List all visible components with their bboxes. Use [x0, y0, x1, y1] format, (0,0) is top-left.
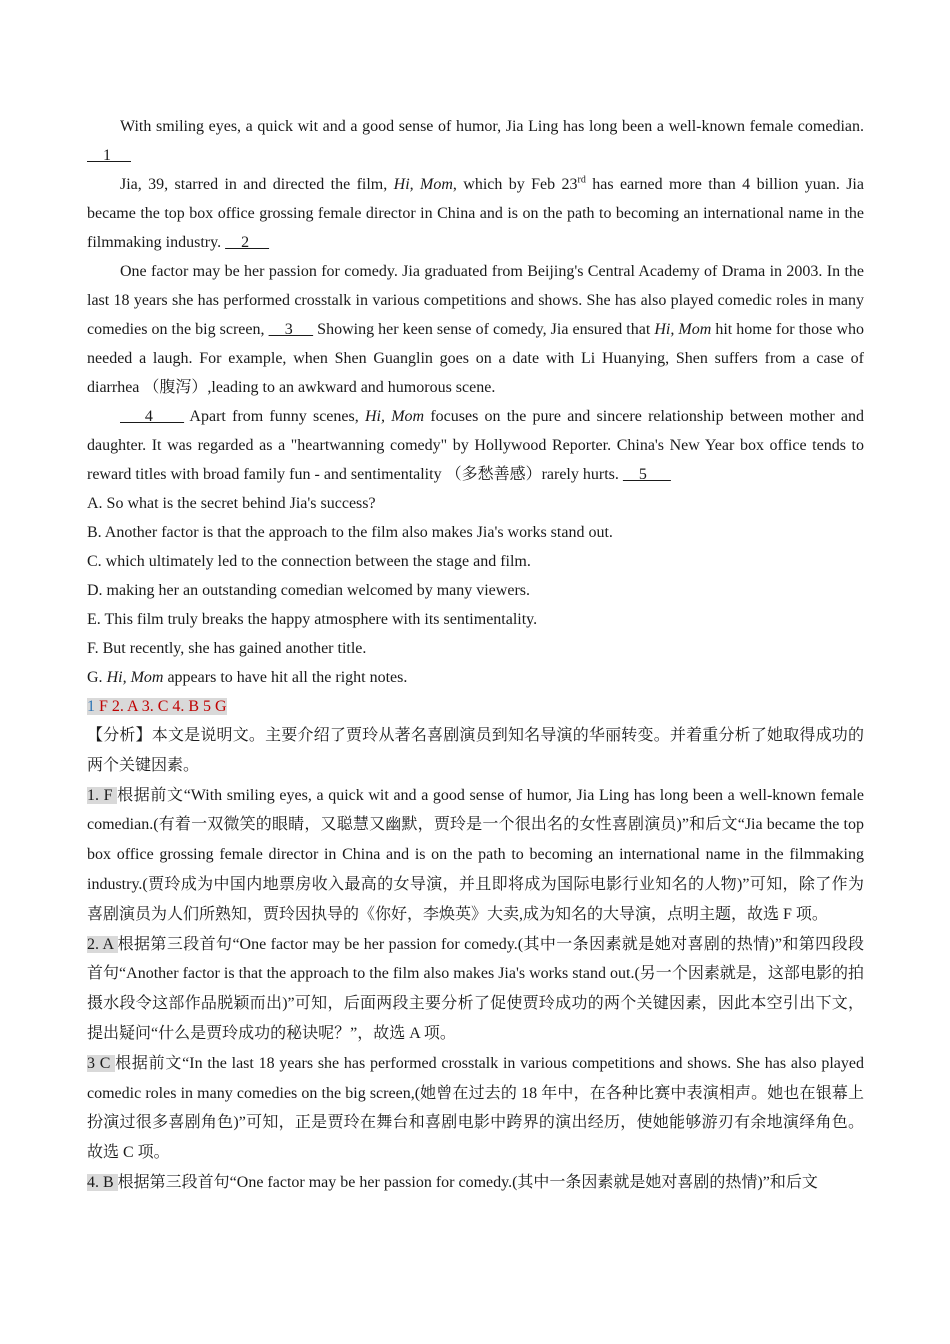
- option-d: D. making her an outstanding comedian welcomed by many viewers.: [87, 582, 530, 599]
- option-c: C. which ultimately led to the connection between the stage and film.: [87, 553, 531, 570]
- analysis-intro: 【分析】本文是说明文。主要介绍了贾玲从著名喜剧演员到知名导演的华丽转变。并着重分析了她取得成功的两个关键因素。: [87, 727, 864, 774]
- explanation-text: 根据第三段首句“One factor may be her passion for comedy.(其中一条因素就是她对喜剧的热情)”和第四段段首句“Another factor is that the approach to the film also makes Jia's works stand out.(另一个因素就是，这部电影的拍摄水段令这部作品脱颖而出)”可知，后面两段主要分析了促使贾玲成功的两个关键因素，因此本空引出下文，提出疑问“什么是贾玲成功的秘诀呢？”，故选 A 项。: [87, 935, 864, 1042]
- film-title: Hi, Mom: [106, 669, 164, 686]
- paragraph-text: has earned more than 4 billion yuan. Jia became the top box office grossing female director in China and is on the path to becoming an international name in the filmmaking industry.: [87, 176, 864, 251]
- explanation-1: [87, 781, 864, 930]
- question-tag: 2. A: [87, 935, 118, 953]
- blank-1: 1: [87, 147, 131, 164]
- option-a: A. So what is the secret behind Jia's success?: [87, 495, 376, 512]
- paragraph-text: focuses on the pure and sincere relationship between mother and daughter. It was regarded as a "heartwanning comedy" by Hollywood Reporter. China's New Year box office tends to reward titles with broad family fun - and sentimentality （多愁善感）rarely hurts.: [87, 408, 865, 483]
- paragraph-text: , which by Feb 23: [452, 176, 578, 193]
- paragraph-text: With smiling eyes, a quick wit and a good sense of humor, Jia Ling has long been a well-known female comedian.: [120, 118, 864, 135]
- date-suffix: rd: [577, 174, 586, 186]
- paragraph-text: Apart from funny scenes,: [184, 408, 365, 425]
- film-title: Hi, Mom: [393, 176, 453, 193]
- paragraph-text: Jia, 39, starred in and directed the film,: [120, 176, 394, 193]
- film-title: Hi, Mom: [364, 408, 425, 425]
- paragraph-text: hit home for those who needed a laugh. For example, when Shen Guanglin goes on a date with Li Huanying, Shen suffers from a case of diarrhea （腹泻）,leading to an awkward and humorous scene.: [87, 321, 865, 396]
- blank-5: 5: [622, 466, 671, 483]
- answer-number: 1: [87, 698, 95, 715]
- blank-2: 2: [225, 234, 270, 251]
- paragraph-text: One factor may be her passion for comedy. Jia graduated from Beijing's Central Academy of Drama in 2003. In the last 18 years she has performed crosstalk in various competitions and shows. She has also played comedic roles in many comedies on the big screen,: [87, 263, 864, 338]
- explanation-4: [87, 1168, 864, 1198]
- explanation-text: 根据前文“With smiling eyes, a quick wit and a good sense of humor, Jia Ling has long been a well-known female comedian.(有着一双微笑的眼睛，又聪慧又幽默，贾玲是一个很出名的女性喜剧演员)”和后文“Jia became the top box office grossing female director in China and is on the path to becoming an international name in the filmmaking industry.(贾玲成为中国内地票房收入最高的女导演，并且即将成为国际电影行业知名的人物)”可知，除了作为喜剧演员为人们所熟知，贾玲因执导的《你好，李焕英》大卖,成为知名的大导演，点明主题，故选 F 项。: [87, 786, 864, 923]
- blank-3: 3: [268, 321, 314, 338]
- blank-4: 4: [120, 408, 185, 425]
- option-g: [87, 663, 864, 692]
- explanation-3: [87, 1049, 864, 1168]
- passage-paragraph-4: [87, 402, 864, 489]
- answer-values: F 2. A 3. C 4. B 5 G: [95, 698, 227, 715]
- document-content: [87, 112, 864, 1198]
- question-tag: 4. B: [87, 1173, 118, 1191]
- option-f: F. But recently, she has gained another title.: [87, 640, 367, 657]
- option-b: B. Another factor is that the approach to the film also makes Jia's works stand out.: [87, 524, 613, 541]
- explanation-text: 根据第三段首句“One factor may be her passion for comedy.(其中一条因素就是她对喜剧的热情)”和后文: [117, 1173, 818, 1191]
- explanation-text: 根据前文“In the last 18 years she has performed crosstalk in various competitions and shows. She has also played comedic roles in many comedies on the big screen,(她曾在过去的 18 年中，在各种比赛中表演相声。她也在银幕上扮演过很多喜剧角色)”可知，正是贾玲在舞台和喜剧电影中跨界的演出经历，使她能够游刃有余地演绎角色。故选 C 项。: [87, 1054, 865, 1162]
- passage-paragraph-2: [87, 170, 864, 257]
- film-title: Hi, Mom: [654, 321, 712, 338]
- option-label: G.: [87, 669, 107, 686]
- passage-paragraph-3: [87, 257, 864, 402]
- passage-paragraph-1: [87, 112, 864, 170]
- question-tag: 1. F: [87, 786, 118, 804]
- answer-key-highlight: [87, 698, 227, 715]
- question-tag: 3 C: [87, 1054, 116, 1072]
- option-text: appears to have hit all the right notes.: [163, 669, 408, 686]
- option-e: E. This film truly breaks the happy atmosphere with its sentimentality.: [87, 611, 538, 628]
- explanation-2: [87, 930, 864, 1049]
- answer-key: [87, 692, 864, 721]
- paragraph-text: Showing her keen sense of comedy, Jia ensured that: [313, 321, 655, 338]
